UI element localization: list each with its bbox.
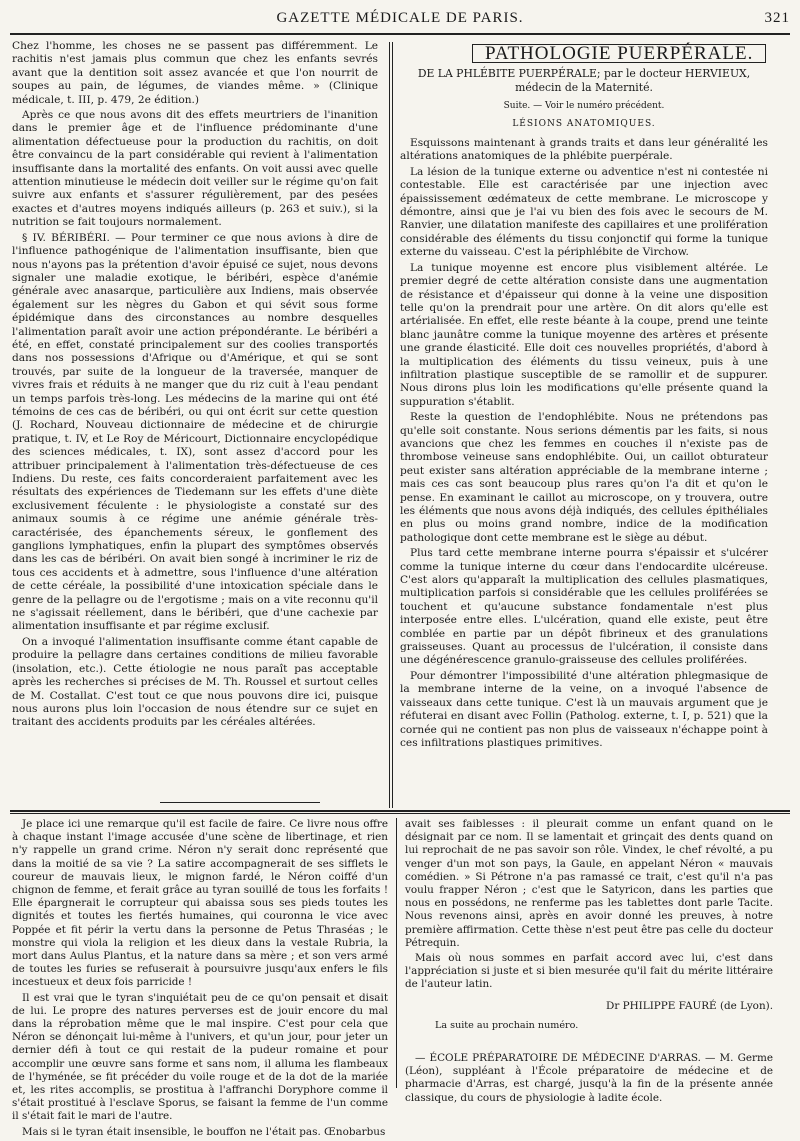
paragraph: Pour démontrer l'impossibilité d'une altération phlegmasique de la membrane interne de la veine, on a invoqué l'absence de vaisseaux dans cette tunique. C'est là un mauvais argument que je réfuterai en disant avec Follin (Patholog. externe, t. I, p. 521) que la cornée qui ne contient pas non plus de vaisseaux n'échappe point à ces infiltrations plastiques primitives. — [400, 669, 768, 749]
paragraph: Mais où nous sommes en parfait accord avec lui, c'est dans l'appréciation si juste et si bien mesurée qu'il fait du mérite littéraire de l'auteur latin. — [405, 952, 773, 991]
running-head — [10, 10, 790, 30]
byline-line: DE LA PHLÉBITE PUERPÉRALE; par le docteur HERVIEUX, — [417, 67, 751, 81]
paragraph: Plus tard cette membrane interne pourra s'épaissir et s'ulcérer comme la tunique interne du cœur dans l'endocardite ulcéreuse. C'est alors qu'apparaît la multiplication des cellules plasmatiques, multiplication parfois si considérable que les cellules proliférées se touchent et qu'aucune substance fondamentale n'est plus interposée entre elles. L'ulcération, quand elle existe, peut être comblée en partie par un dépôt fibrineux et des granulations graisseuses. Quant au processus de l'ulcération, il consiste dans une dégénérescence granulo-graisseuse des cellules proliférées. — [400, 547, 768, 667]
header-rule — [10, 33, 790, 35]
page-number: 321 — [764, 10, 790, 26]
paragraph: Après ce que nous avons dit des effets meurtriers de l'inanition dans le premier âge et de l'influence prédominante d'une alimentation défectueuse pour la production du rachitis, on doit être convaincu de la part considérable qui revient à l'alimentation insuffisante dans la mortalité des enfants. On voit aussi avec quelle attention minutieuse le médecin doit veiller sur le régime qu'on fait suivre aux enfants et s'assurer régulièrement, par des pesées exactes et d'autres moyens indiqués ailleurs (p. 263 et suiv.), si la nutrition se fait toujours normalement. — [12, 109, 378, 229]
paragraph: Esquissons maintenant à grands traits et dans leur généralité les altérations anatomiques de la phlébite puerpérale. — [400, 137, 768, 163]
feuilleton-rule — [10, 810, 790, 812]
byline-line: médecin de la Maternité. — [515, 80, 653, 94]
feuilleton-right — [405, 818, 773, 1107]
author-signature: Dr PHILIPPE FAURÉ (de Lyon). — [606, 999, 773, 1012]
paragraph: Mais si le tyran était insensible, le bouffon ne l'était pas. Œnobarbus — [22, 1125, 386, 1138]
right-column — [400, 40, 768, 752]
paragraph: Reste la question de l'endophlébite. Nous ne prétendons pas qu'elle soit constante. Nous serions démentis par les faits, si nous avancions que chez les femmes en couches il n'existe pas de thrombose veineuse sans endophlébite. Oui, un caillot obturateur peut exister sans altération appréciable de la membrane interne ; mais ces cas sont beaucoup plus rares qu'on l'a dit et qu'on le pense. En examinant le caillot au microscope, on y trouvera, outre les éléments que nous avons déjà indiqués, des cellules épithéliales en plus ou moins grand nombre, indice de la modification pathologique dont cette membrane est le siège au début. — [400, 411, 768, 544]
news-item: — ÉCOLE PRÉPARATOIRE DE MÉDECINE D'ARRAS. — M. Germe (Léon), suppléant à l'École préparatoire de médecine et de pharmacie d'Arras, est chargé, jusqu'à la fin de la présente année classique, du cours de physiologie à ladite école. — [405, 1052, 773, 1104]
paragraph: On a invoqué l'alimentation insuffisante comme étant capable de produire la pellagre dans certaines conditions de milieu favorable (insolation, etc.). Cette étiologie ne nous paraît pas acceptable après les recherches si précises de M. Th. Roussel et surtout celles de M. Costallat. C'est tout ce que nous pouvons dire ici, puisque nous aurons plus loin l'occasion de nous étendre sur ce sujet en traitant des accidents produits par les céréales altérées. — [12, 635, 378, 729]
paragraph: § IV. BÉRIBÉRI. — Pour terminer ce que nous avions à dire de l'influence pathogénique de l'alimentation insuffisante, bien que nous n'ayons pas la prétention d'avoir épuisé ce sujet, nous devons signaler une maladie exotique, le béribéri, espèce d'anémie générale avec anasarque, particulière aux Indiens, mais observée également sur les nègres du Gabon et qui sévit sous forme épidémique dans des circonstances au nombre desquelles l'alimentation paraît avoir une action prépondérante. Le béribéri a été, en effet, constaté principalement sur des coolies transportés dans nos possessions d'Afrique ou d'Amérique, et qui se sont trouvés, par suite de la longueur de la traversée, manquer de vivres frais et réduits à ne manger que du riz cuit à l'eau pendant un temps parfois très-long. Les médecins de la marine qui ont été témoins de ces cas de béribéri, ou qui ont écrit sur cette question (J. Rochard, Nouveau dictionnaire de médecine et de chirurgie pratique, t. IV, et Le Roy de Méricourt, Dictionnaire encyclopédique des sciences médicales, t. IX), sont assez d'accord pour les attribuer principalement à l'alimentation très-défectueuse de ces Indiens. Du reste, ces faits concorderaient parfaitement avec les résultats des expériences de Tiedemann sur les effets d'une diète exclusivement féculente : le physiologiste a constaté sur des animaux soumis à ce régime une anémie générale très-caractérisée, des épanchements séreux, le gonflement des ganglions lymphatiques, enfin la plupart des symptômes observés dans les cas de béribéri. On avait bien songé à incriminer le riz de tous ces accidents et à admettre, sous l'influence d'une altération de cette céréale, la possibilité d'une intoxication spéciale dans le genre de la pellagre ou de l'ergotisme ; mais on a vite reconnu qu'il ne s'agissait réellement, dans le béribéri, que d'une cachexie par alimentation insuffisante et par régime exclusif. — [12, 231, 378, 633]
paragraph: Je place ici une remarque qu'il est facile de faire. Ce livre nous offre à chaque instant l'image accusée d'une scène de libertinage, et rien n'y rappelle un grand crime. Néron n'y serait donc représenté que dans la moitié de sa vie ? La satire accompagnerait de ses sifflets le coureur de mauvais lieux, le mignon fardé, le Néron coiffé d'un chignon de femme, et ferait grâce au tyran souillé de tous les forfaits ! Elle épargnerait le corrupteur qui abaissa sous ses pieds toutes les dignités et toutes les fiertés humaines, qui couronna le vice avec Poppée et fit périr la vertu dans la personne de Petus Thraséas ; le monstre qui viola la religion et les dieux dans la vestale Rubria, la mort dans Aulus Plantus, et la nature dans sa mère ; et son vers armé de toutes les furies se refuserait à poursuivre jusqu'aux enfers le fils incestueux et deux fois parricide ! — [12, 818, 388, 989]
journal-title: GAZETTE MÉDICALE DE PARIS. — [276, 10, 524, 26]
feuilleton-rule-thin — [10, 813, 790, 814]
column-divider-top — [389, 42, 390, 808]
continuation-note: Suite. — Voir le numéro précédent. — [503, 101, 665, 112]
column-divider-top-double — [392, 42, 393, 808]
paragraph: Il est vrai que le tyran s'inquiétait peu de ce qu'on pensait et disait de lui. Le propre des natures perverses est de jouir encore du mal dans la réprobation même que le mal inspire. C'est pour cela que Néron se dénonçait lui-même à l'univers, et qu'un jour, pour jeter un dernier défi à tout ce qui restait de la pudeur romaine et pour accomplir une œuvre sans forme et sans nom, il alluma les flambeaux de l'hyménée, se fit précéder du voile rouge et de la dot de la mariée et, les rites accomplis, se prostitua à l'affranchi Doryphore comme il s'était prostitué à l'esclave Sporus, se faisant la femme de l'un comme il s'était fait le mari de l'autre. — [12, 991, 388, 1123]
subsection-heading: LÉSIONS ANATOMIQUES. — [512, 118, 656, 129]
article-byline — [400, 67, 768, 94]
to-be-continued: La suite au prochain numéro. — [435, 1019, 579, 1031]
left-column — [12, 40, 378, 732]
paragraph: avait ses faiblesses : il pleurait comme un enfant quand on le désignait par ce nom. Il se lamentait et grinçait des dents quand on lui reprochait de ne pas savoir son rôle. Vindex, le chef révolté, a pu venger d'un mot son pays, la Gaule, en appelant Néron « mauvais comédien. » Si Pétrone n'a pas ramassé ce trait, c'est qu'il n'a pas voulu frapper Néron ; c'est que le Satyricon, dans les parties que nous en possédons, ne renferme pas les tablettes dont parle Tacite. Nous revenons ainsi, après en avoir donné les preuves, à notre première affirmation. Cette thèse n'est peut être pas celle du docteur Pétrequin. — [405, 818, 773, 949]
paragraph: La lésion de la tunique externe ou adventice n'est ni contestée ni contestable. Elle est caractérisée par une injection avec épaississement œdémateux de cette membrane. Le microscope y démontre, ainsi que je l'ai vu bien des fois avec le secours de M. Ranvier, une dilatation manifeste des capillaires et une prolifération considérable des éléments du tissu conjonctif qui forme la tunique externe du vaisseau. C'est la périphlébite de Virchow. — [400, 165, 768, 259]
section-title: PATHOLOGIE PUERPÉRALE. — [472, 44, 766, 63]
paragraph: Chez l'homme, les choses ne se passent pas différemment. Le rachitis n'est jamais plus commun que chez les enfants sevrés avant que la dentition soit assez avancée et que l'on nourrit de soupes au pain, de légumes, de viandes même. » (Clinique médicale, t. III, p. 479, 2e édition.) — [12, 40, 378, 106]
section-end-rule — [160, 802, 320, 803]
column-divider-bottom — [396, 818, 397, 1088]
paragraph: La tunique moyenne est encore plus visiblement altérée. Le premier degré de cette altération consiste dans une augmentation de résistance et d'épaisseur qui donne à la veine une disposition telle qu'on la prendrait pour une artère. On dit alors qu'elle est artérialisée. En effet, elle reste béante à la coupe, prend une teinte blanc jaunâtre comme la tunique moyenne des artères et présente une grande élasticité. Elle doit ces nouvelles propriétés, d'abord à la multiplication des éléments du tissu veineux, puis à une infiltration plastique susceptible de se ramollir et de suppurer. Nous dirons plus loin les modifications qu'elle présente quand la suppuration s'établit. — [400, 261, 768, 408]
feuilleton-left — [12, 818, 388, 1141]
